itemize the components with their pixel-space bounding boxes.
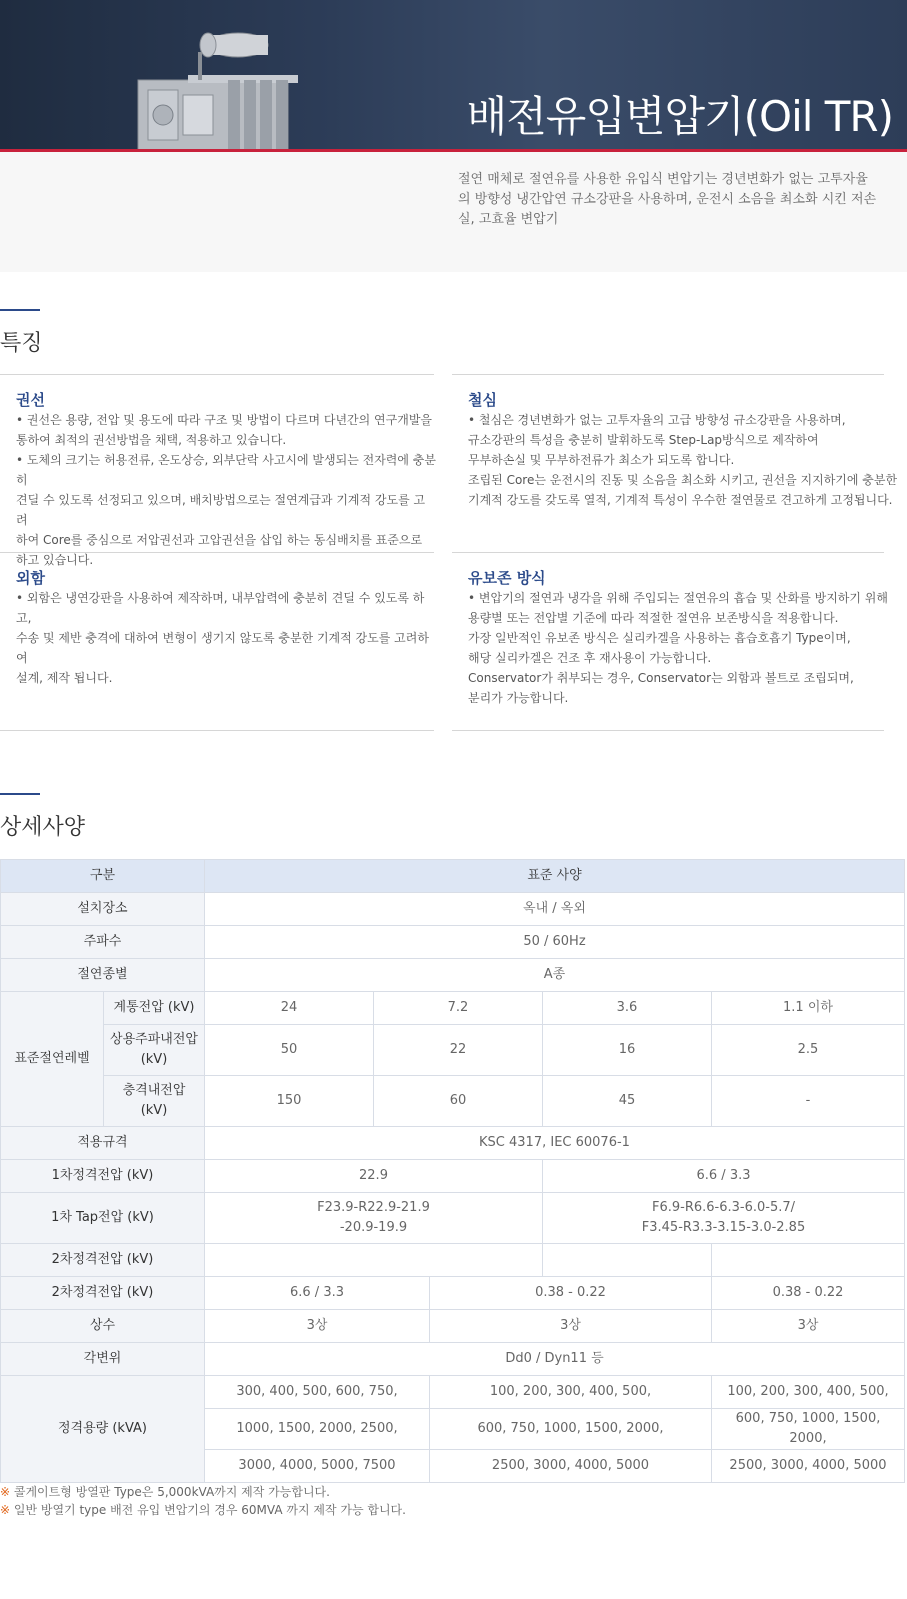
cell: 1.1 이하 [712, 992, 905, 1025]
header-banner [0, 0, 907, 150]
row-label: 설치장소 [1, 893, 205, 926]
cell: 2.5 [712, 1025, 905, 1076]
row-label: 상수 [1, 1310, 205, 1343]
table-row [1, 1376, 905, 1409]
row-label: 1차 Tap전압 (kV) [1, 1193, 205, 1244]
cell: 600, 750, 1000, 1500, 2000, [712, 1409, 905, 1450]
cell [712, 1244, 905, 1277]
row-label: 2차정격전압 (kV) [1, 1244, 205, 1277]
cell: 1000, 1500, 2000, 2500, [205, 1409, 430, 1450]
cell: 16 [543, 1025, 712, 1076]
row-label: 정격용량 (kVA) [1, 1376, 205, 1483]
table-row [1, 1310, 905, 1343]
table-row [1, 992, 905, 1025]
feature-body-oil-preservation: • 변압기의 절연과 냉각을 위해 주입되는 절연유의 흡습 및 산화를 방지하기 위해 용량별 또는 전압별 기준에 따라 적절한 절연유 보존방식을 적용합니다. 가장 일반적인 유보존 방식은 실리카겔을 사용하는 흡습호흡기 Type이며, 해당 실리카겔은 건조 후 재사용이 가능합니다. Conservator가 취부되는 경우, Conservator는 외함과 볼트로 조립되며, 분리가 가능합니다. [468, 591, 888, 705]
feature-body-core: • 철심은 경년변화가 없는 고투자율의 고급 방향성 규소강판을 사용하며, 규소강판의 특성을 충분히 발휘하도록 Step-Lap방식으로 제작하여 무부하손실 및 무부하전류가 최소가 되도록 합니다. 조립된 Core는 운전시의 진동 및 소음을 최소화 시키고, 권선을 지지하기에 충분한 기계적 강도를 갖도록 열적, 기계적 특성이 우수한 절연물로 견고하게 고정됩니다. [468, 413, 898, 507]
divider [452, 374, 884, 375]
cell: 6.6 / 3.3 [205, 1277, 430, 1310]
table-row [1, 893, 905, 926]
spec-heading: 상세사양 [0, 815, 86, 840]
feature-title-winding: 권선 [16, 391, 45, 409]
intro-text: 절연 매체로 절연유를 사용한 유입식 변압기는 경년변화가 없는 고투자율의 방향성 냉간압연 규소강판을 사용하며, 운전시 소음을 최소화 시킨 저손실, 고효율 변압기 [458, 172, 877, 227]
table-row [1, 1193, 905, 1244]
cell: 100, 200, 300, 400, 500, [430, 1376, 712, 1409]
header-cell: 표준 사양 [205, 860, 905, 893]
transformer-image [128, 20, 308, 150]
divider [452, 730, 884, 731]
cell: F6.9-R6.6-6.3-6.0-5.7/ F3.45-R3.3-3.15-3.0-2.85 [543, 1193, 905, 1244]
cell: 2500, 3000, 4000, 5000 [430, 1450, 712, 1483]
cell: 22 [374, 1025, 543, 1076]
row-label: 절연종별 [1, 959, 205, 992]
row-label: 표준절연레벨 [1, 992, 104, 1127]
table-row [1, 1127, 905, 1160]
divider [452, 552, 884, 553]
row-label: 적용규격 [1, 1127, 205, 1160]
page-title: 배전유입변압기(Oil TR) [466, 92, 893, 141]
cell: 옥내 / 옥외 [205, 893, 905, 926]
feature-body-winding: • 권선은 용량, 전압 및 용도에 따라 구조 및 방법이 다르며 다년간의 연구개발을 통하여 최적의 권선방법을 채택, 적용하고 있습니다. • 도체의 크기는 허용전류, 온도상승, 외부단락 사고시에 발생되는 전자력에 충분히 견딜 수 있도록 선정되고 있으며, 배치방법으로는 절연계급과 기계적 강도를 고려 하여 Core를 중심으로 저압권선과 고압권선을 삽입 하는 동심배치를 표준으로 하고 있습니다. [16, 413, 436, 567]
row-label: 각변위 [1, 1343, 205, 1376]
cell: 300, 400, 500, 600, 750, [205, 1376, 430, 1409]
cell: A종 [205, 959, 905, 992]
cell: 22.9 [205, 1160, 543, 1193]
row-label: 주파수 [1, 926, 205, 959]
cell: 2500, 3000, 4000, 5000 [712, 1450, 905, 1483]
spec-table [0, 859, 905, 1483]
divider [0, 552, 434, 553]
table-row [1, 1244, 905, 1277]
cell: 0.38 - 0.22 [430, 1277, 712, 1310]
row-label: 계통전압 (kV) [104, 992, 205, 1025]
table-row [1, 1160, 905, 1193]
cell: 45 [543, 1076, 712, 1127]
cell: 100, 200, 300, 400, 500, [712, 1376, 905, 1409]
header-cell: 구분 [1, 860, 205, 893]
table-row [1, 926, 905, 959]
table-row [1, 1277, 905, 1310]
cell: 3000, 4000, 5000, 7500 [205, 1450, 430, 1483]
feature-title-enclosure: 외함 [16, 569, 45, 587]
note [0, 1483, 330, 1500]
section-marker [0, 793, 40, 795]
cell: 3상 [430, 1310, 712, 1343]
cell: Dd0 / Dyn11 등 [205, 1343, 905, 1376]
divider [0, 730, 434, 731]
cell: 600, 750, 1000, 1500, 2000, [430, 1409, 712, 1450]
features-heading: 특징 [0, 331, 43, 356]
row-label: 상용주파내전압 (kV) [104, 1025, 205, 1076]
cell: 7.2 [374, 992, 543, 1025]
cell: 24 [205, 992, 374, 1025]
cell: - [712, 1076, 905, 1127]
cell: KSC 4317, IEC 60076-1 [205, 1127, 905, 1160]
cell: 50 / 60Hz [205, 926, 905, 959]
cell: 3상 [205, 1310, 430, 1343]
cell [543, 1244, 712, 1277]
cell: 60 [374, 1076, 543, 1127]
cell: 150 [205, 1076, 374, 1127]
cell: 6.6 / 3.3 [543, 1160, 905, 1193]
section-marker [0, 309, 40, 311]
cell: 50 [205, 1025, 374, 1076]
cell [205, 1244, 543, 1277]
feature-title-core: 철심 [468, 391, 497, 409]
cell: F23.9-R22.9-21.9 -20.9-19.9 [205, 1193, 543, 1244]
cell: 3상 [712, 1310, 905, 1343]
feature-title-oil-preservation: 유보존 방식 [468, 569, 546, 587]
row-label: 충격내전압 (kV) [104, 1076, 205, 1127]
table-row [1, 860, 905, 893]
table-row [1, 1343, 905, 1376]
cell: 0.38 - 0.22 [712, 1277, 905, 1310]
row-label: 2차정격전압 (kV) [1, 1277, 205, 1310]
note [0, 1501, 406, 1518]
cell: 3.6 [543, 992, 712, 1025]
table-row [1, 1025, 905, 1076]
feature-body-enclosure: • 외함은 냉연강판을 사용하여 제작하며, 내부압력에 충분히 견딜 수 있도록 하고, 수송 및 제반 충격에 대하여 변형이 생기지 않도록 충분한 기계적 강도를 고려하여 설계, 제작 됩니다. [16, 591, 429, 685]
note-text: 콜게이트형 방열판 Type은 5,000kVA까지 제작 가능합니다. [10, 1485, 330, 1499]
row-label: 1차정격전압 (kV) [1, 1160, 205, 1193]
table-row [1, 959, 905, 992]
note-text: 일반 방열기 type 배전 유입 변압기의 경우 60MVA 까지 제작 가능 합니다. [10, 1503, 406, 1517]
table-row [1, 1076, 905, 1127]
note-mark: ※ [0, 1503, 11, 1517]
divider [0, 374, 434, 375]
note-mark: ※ [0, 1485, 11, 1499]
